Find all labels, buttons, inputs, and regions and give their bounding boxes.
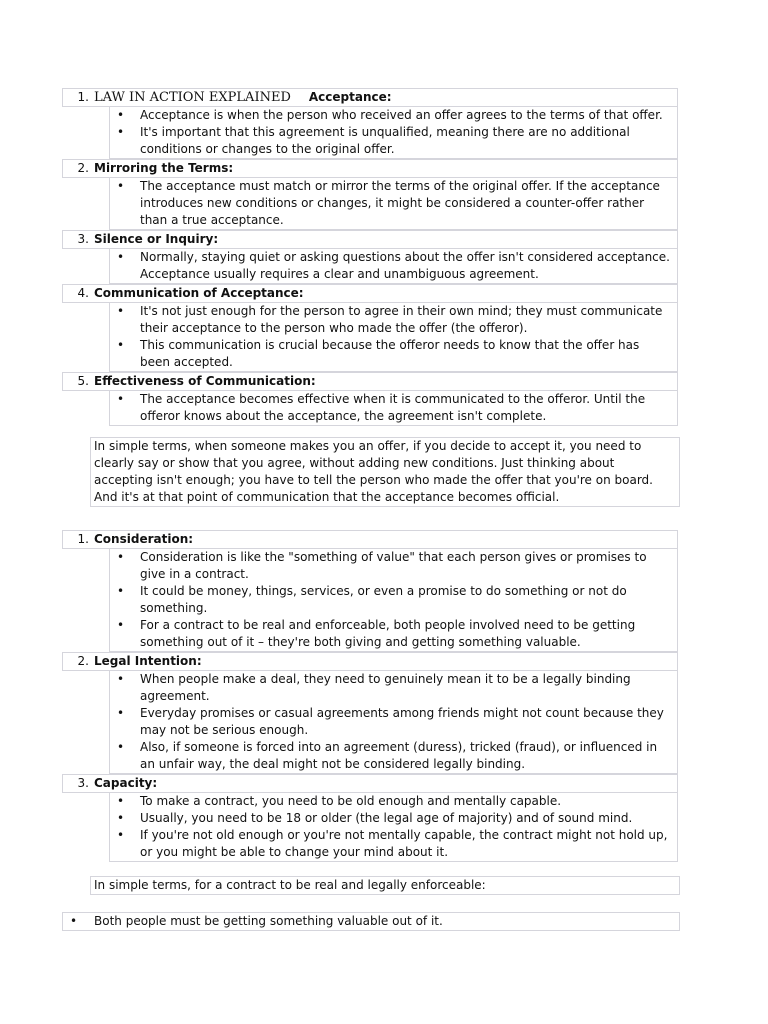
list-item: • When people make a deal, they need to genuinely mean it to be a legally binding agreement. bbox=[117, 672, 631, 703]
contract-elements-section bbox=[62, 530, 678, 862]
list-item: • For a contract to be real and enforceable, both people involved need to be getting something out of it – they're both giving and getting something valuable. bbox=[117, 618, 636, 649]
summary-line: In simple terms, for a contract to be real and legally enforceable: bbox=[90, 876, 680, 895]
item-title: Effectiveness of Communication: bbox=[94, 374, 316, 388]
list-item: • If you're not old enough or you're not mentally capable, the contract might not hold up, or you might be able to change your mind about it. bbox=[117, 828, 668, 859]
list-item-heading: 3. Silence or Inquiry: bbox=[62, 230, 678, 249]
acceptance-section bbox=[62, 88, 678, 426]
item-title: Capacity: bbox=[94, 776, 158, 790]
law-heading: LAW IN ACTION EXPLAINED bbox=[94, 90, 291, 105]
bullet-list bbox=[109, 671, 678, 774]
bullet-list bbox=[109, 303, 678, 372]
list-item: • The acceptance becomes effective when it is communicated to the offeror. Until the offeror knows about the acceptance, the agreement isn't complete. bbox=[117, 392, 646, 423]
final-bullet-text: Both people must be getting something valuable out of it. bbox=[94, 914, 443, 928]
list-item: • It's important that this agreement is unqualified, meaning there are no additional conditions or changes to the original offer. bbox=[117, 125, 630, 156]
list-item-heading: 2. Legal Intention: bbox=[62, 652, 678, 671]
list-item-heading: 2. Mirroring the Terms: bbox=[62, 159, 678, 178]
list-item: • It's not just enough for the person to agree in their own mind; they must communicate their acceptance to the person who made the offer (the offeror). bbox=[117, 304, 663, 335]
bullet-list bbox=[109, 249, 678, 284]
summary-paragraph: In simple terms, when someone makes you an offer, if you decide to accept it, you need to clearly say or show that you agree, without adding new conditions. Just thinking about accepting isn't enough; you have to tell the person who made the offer that you're on board. And it's at that point of communication that the acceptance becomes official. bbox=[90, 437, 680, 507]
list-item: • Normally, staying quiet or asking questions about the offer isn't considered acceptance. Acceptance usually requires a clear and unambiguous agreement. bbox=[117, 250, 670, 281]
item-title: Communication of Acceptance: bbox=[94, 286, 304, 300]
list-item-heading bbox=[62, 88, 678, 107]
list-item: • To make a contract, you need to be old enough and mentally capable. bbox=[117, 794, 562, 808]
final-bullet-item: • Both people must be getting something valuable out of it. bbox=[62, 912, 680, 931]
list-item: • It could be money, things, services, or even a promise to do something or not do something. bbox=[117, 584, 627, 615]
item-title: Legal Intention: bbox=[94, 654, 202, 668]
list-item: • Usually, you need to be 18 or older (the legal age of majority) and of sound mind. bbox=[117, 811, 633, 825]
item-title: Consideration: bbox=[94, 532, 194, 546]
item-title: Acceptance: bbox=[308, 90, 392, 104]
item-title: Silence or Inquiry: bbox=[94, 232, 219, 246]
list-item: • Consideration is like the "something of value" that each person gives or promises to give in a contract. bbox=[117, 550, 647, 581]
bullet-list bbox=[109, 107, 678, 159]
list-item: • Also, if someone is forced into an agreement (duress), tricked (fraud), or influenced in an unfair way, the deal might not be considered legally binding. bbox=[117, 740, 658, 771]
list-item: • The acceptance must match or mirror the terms of the original offer. If the acceptance introduces new conditions or changes, it might be considered a counter-offer rather than a true acceptance. bbox=[117, 179, 660, 227]
bullet-list bbox=[109, 391, 678, 426]
bullet-list bbox=[109, 549, 678, 652]
list-item-heading: 5. Effectiveness of Communication: bbox=[62, 372, 678, 391]
list-item: • Acceptance is when the person who received an offer agrees to the terms of that offer. bbox=[117, 108, 663, 122]
item-number: 1. bbox=[77, 90, 89, 104]
list-item-heading: 3. Capacity: bbox=[62, 774, 678, 793]
bullet-list bbox=[109, 793, 678, 862]
item-title: Mirroring the Terms: bbox=[94, 161, 234, 175]
list-item: • Everyday promises or casual agreements among friends might not count because they may not be serious enough. bbox=[117, 706, 664, 737]
list-item-heading: 1. Consideration: bbox=[62, 530, 678, 549]
list-item: • This communication is crucial because the offeror needs to know that the offer has been accepted. bbox=[117, 338, 640, 369]
list-item-heading: 4. Communication of Acceptance: bbox=[62, 284, 678, 303]
bullet-list bbox=[109, 178, 678, 230]
